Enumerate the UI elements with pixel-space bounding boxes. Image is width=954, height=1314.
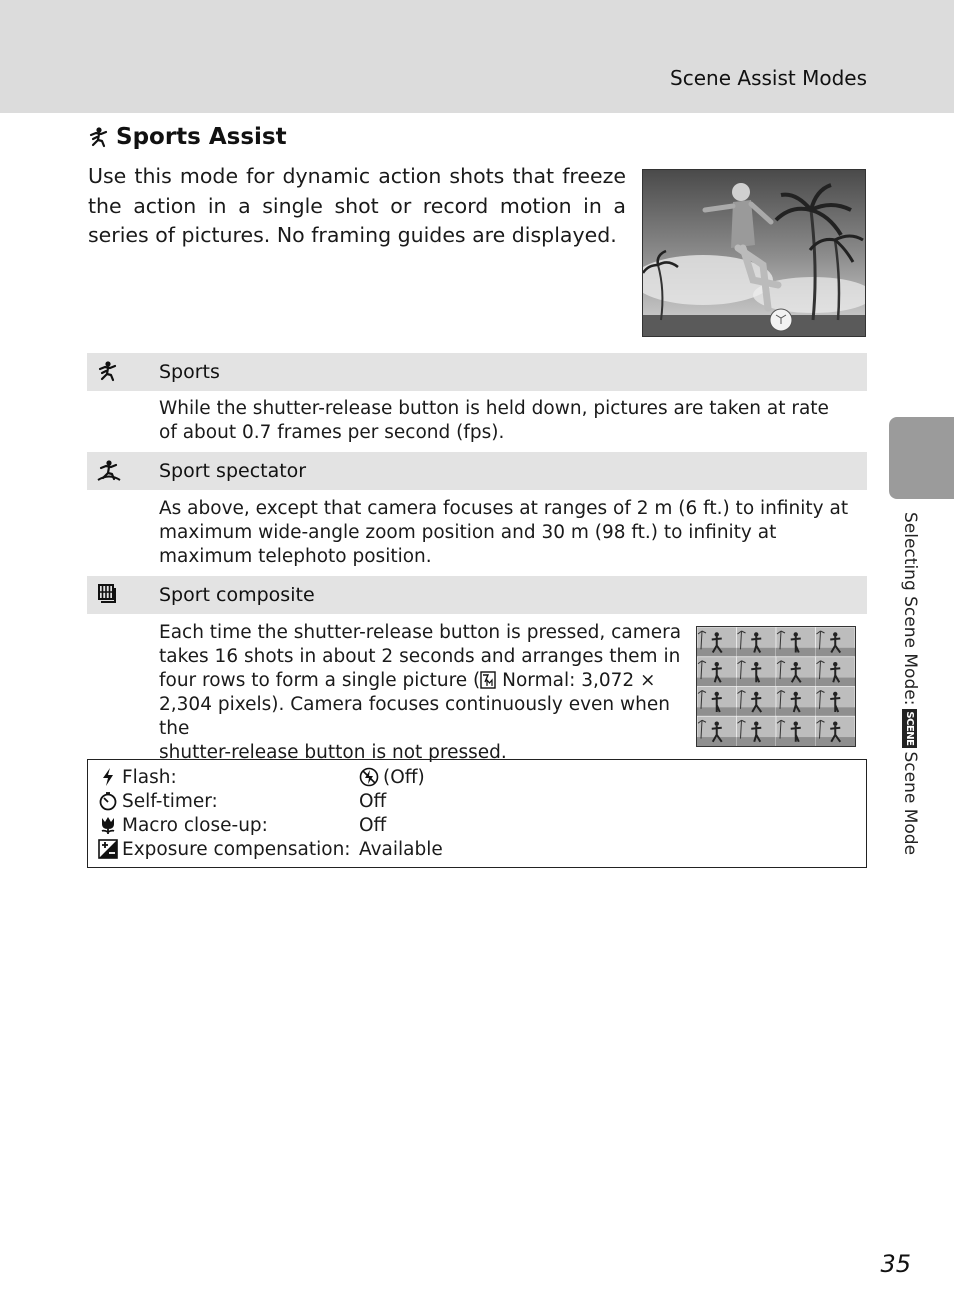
- setting-macro: [98, 813, 268, 837]
- description-line: takes 16 shots in about 2 seconds and arranges them in: [159, 646, 681, 667]
- mode-label: Sport composite: [159, 584, 315, 606]
- composite-frame: [776, 687, 816, 717]
- setting-label: Self-timer:: [122, 790, 218, 812]
- composite-frame: [697, 687, 737, 717]
- sports-runner-icon: [88, 126, 110, 148]
- self-timer-icon: [98, 791, 118, 811]
- section-title: [88, 124, 287, 150]
- side-label-text: Scene Mode: [900, 751, 920, 856]
- composite-frame: [776, 627, 816, 657]
- composite-frame: [816, 657, 856, 687]
- setting-label: Exposure compensation:: [122, 838, 351, 860]
- header-title: Scene Assist Modes: [670, 66, 867, 90]
- composite-frame: [737, 687, 777, 717]
- setting-value-exposure-compensation: Available: [359, 838, 443, 860]
- composite-frame: [737, 716, 777, 746]
- soccer-player-photo: [642, 169, 866, 337]
- composite-frame: [737, 657, 777, 687]
- default-settings-box: [87, 759, 867, 868]
- composite-frame: [816, 627, 856, 657]
- page-header: [0, 0, 954, 113]
- setting-value-macro: Off: [359, 814, 387, 836]
- setting-label: Macro close-up:: [122, 814, 268, 836]
- 7m-image-mode-icon: [480, 671, 496, 689]
- setting-value-self-timer: Off: [359, 790, 387, 812]
- description-line: Each time the shutter-release button is pressed, camera: [159, 622, 682, 643]
- composite-frame: [816, 716, 856, 746]
- description-line: [159, 669, 689, 693]
- mode-description: [159, 621, 689, 765]
- composite-frame: [697, 716, 737, 746]
- composite-frame: [697, 657, 737, 687]
- setting-value-flash: [359, 765, 425, 789]
- page-number: 35: [880, 1250, 911, 1278]
- mode-label: Sports: [159, 361, 220, 383]
- description-line: 2,304 pixels). Camera focuses continuously even when the: [159, 694, 670, 739]
- composite-frame: [816, 687, 856, 717]
- side-label-text: Selecting Scene Mode:: [900, 512, 920, 706]
- sport-composite-icon: [97, 583, 119, 605]
- macro-tulip-icon: [98, 815, 118, 835]
- mode-description: While the shutter-release button is held down, pictures are taken at rate of about 0.7 frames per second (fps).: [159, 398, 829, 443]
- chapter-side-label: [896, 512, 920, 892]
- sport-composite-sample-photo: [696, 626, 856, 747]
- description-line-part: Normal: 3,072 ×: [496, 670, 656, 691]
- mode-row-sport-spectator: [87, 452, 867, 490]
- setting-self-timer: [98, 789, 218, 813]
- composite-frame: [776, 657, 816, 687]
- description-line-part: four rows to form a single picture (: [159, 670, 481, 691]
- setting-label: Flash:: [122, 766, 177, 788]
- setting-flash: [98, 765, 177, 789]
- description-line: shutter-release button is not pressed.: [159, 742, 507, 763]
- intro-paragraph: Use this mode for dynamic action shots that freeze the action in a single shot or record motion in a series of pictures. No framing guides are displayed.: [88, 164, 626, 247]
- flash-off-icon: [359, 767, 379, 787]
- exposure-compensation-icon: [98, 839, 118, 859]
- setting-value-text: (Off): [383, 766, 425, 788]
- flash-icon: [98, 767, 118, 787]
- sports-runner-icon: [97, 360, 119, 382]
- composite-frame: [776, 716, 816, 746]
- scene-mode-icon: SCENE: [904, 711, 916, 746]
- composite-frame: [737, 627, 777, 657]
- mode-label: Sport spectator: [159, 460, 307, 482]
- mode-row-sports: [87, 353, 867, 391]
- mode-description: As above, except that camera focuses at ranges of 2 m (6 ft.) to infinity at maximum wide-angle zoom position and 30 m (98 ft.) to infinity at maximum telephoto position.: [159, 498, 849, 567]
- mode-row-sport-composite: [87, 576, 867, 614]
- sport-spectator-icon: [97, 459, 119, 481]
- setting-exposure-compensation: [98, 837, 351, 861]
- composite-frame: [697, 627, 737, 657]
- section-title-text: Sports Assist: [116, 124, 287, 150]
- chapter-tab: [889, 417, 954, 499]
